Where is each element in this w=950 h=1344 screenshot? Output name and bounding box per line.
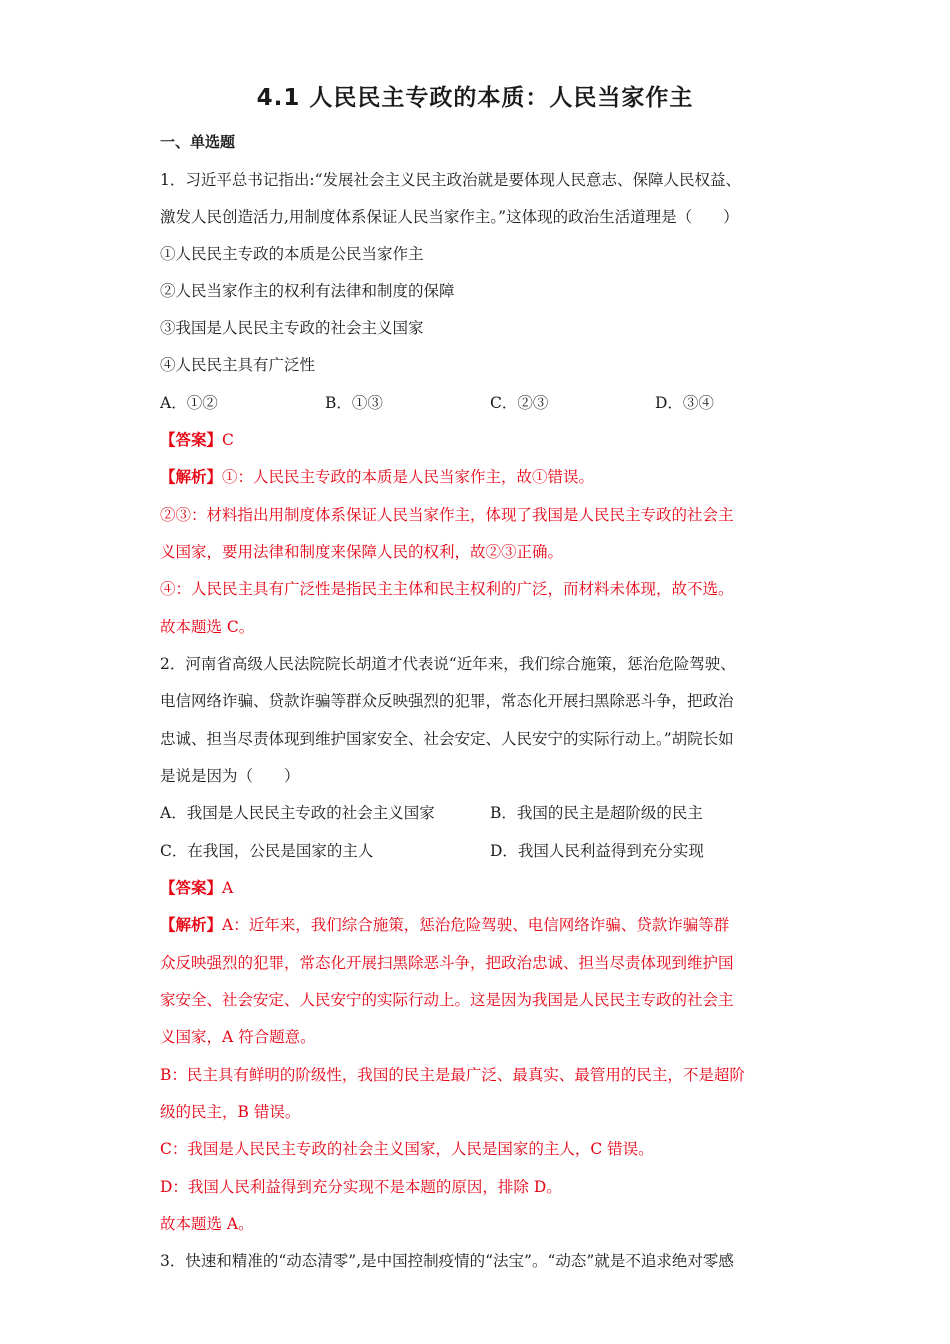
q2-stem-line-3: 忠诚、担当尽责体现到维护国家安全、社会安定、人民安宁的实际行动上。”胡院长如 [160, 730, 734, 748]
q2-stem-line-2: 电信网络诈骗、贷款诈骗等群众反映强烈的犯罪，常态化开展扫黑除恶斗争，把政治 [160, 692, 734, 710]
q1-analysis-line-3: 义国家，要用法律和制度来保障人民的权利，故②③正确。 [160, 543, 564, 561]
q1-item-2: ②人民当家作主的权利有法律和制度的保障 [160, 282, 455, 300]
q1-option-d: D．③④ [655, 394, 714, 412]
q1-analysis-line-1 [160, 465, 800, 489]
q2-analysis-line-8: D：我国人民利益得到充分实现不是本题的原因，排除 D。 [160, 1178, 562, 1196]
q1-answer-tag: 【答案】 [160, 430, 223, 449]
q1-item-4: ④人民民主具有广泛性 [160, 356, 316, 374]
section-heading: 一、单选题 [160, 133, 236, 151]
q2-option-a: A．我国是人民民主专政的社会主义国家 [160, 804, 435, 822]
q1-item-3: ③我国是人民民主专政的社会主义国家 [160, 319, 424, 337]
q1-item-1: ①人民民主专政的本质是公民当家作主 [160, 245, 424, 263]
q1-analysis-tag: 【解析】 [160, 467, 223, 486]
q1-option-c: C．②③ [490, 394, 549, 412]
q2-analysis-line-4: 义国家，A 符合题意。 [160, 1028, 316, 1046]
document-title: 4.1 人民民主专政的本质：人民当家作主 [256, 85, 694, 111]
q2-answer [160, 876, 800, 900]
q1-analysis-line-2: ②③：材料指出用制度体系保证人民当家作主，体现了我国是人民民主专政的社会主 [160, 506, 734, 524]
q2-analysis-line-1 [160, 913, 800, 937]
q2-stem-line-4: 是说是因为（ ） [160, 767, 300, 785]
q1-answer-value: C [222, 431, 234, 449]
q2-answer-value: A [222, 879, 234, 897]
q1-answer [160, 428, 800, 452]
q2-analysis-text-1: A：近年来，我们综合施策，惩治危险驾驶、电信网络诈骗、贷款诈骗等群 [222, 916, 730, 934]
q1-analysis-text-1: ①：人民民主专政的本质是人民当家作主，故①错误。 [222, 468, 595, 486]
q1-stem-line-1: 1．习近平总书记指出:“发展社会主义民主政治就是要体现人民意志、保障人民权益、 [160, 171, 742, 189]
q2-analysis-line-5: B：民主具有鲜明的阶级性，我国的民主是最广泛、最真实、最管用的民主，不是超阶 [160, 1066, 745, 1084]
q1-option-b: B．①③ [325, 394, 383, 412]
q2-analysis-line-2: 众反映强烈的犯罪，常态化开展扫黑除恶斗争，把政治忠诚、担当尽责体现到维护国 [160, 954, 734, 972]
q2-analysis-line-9: 故本题选 A。 [160, 1215, 254, 1233]
q2-analysis-line-7: C：我国是人民民主专政的社会主义国家，人民是国家的主人，C 错误。 [160, 1140, 654, 1158]
q2-option-d: D．我国人民利益得到充分实现 [490, 842, 704, 860]
q2-analysis-line-3: 家安全、社会安定、人民安宁的实际行动上。这是因为我国是人民民主专政的社会主 [160, 991, 734, 1009]
q3-stem-line-1: 3．快速和精准的“动态清零”,是中国控制疫情的“法宝”。“动态”就是不追求绝对零感 [160, 1252, 734, 1270]
q2-analysis-line-6: 级的民主，B 错误。 [160, 1103, 301, 1121]
q2-stem-line-1: 2．河南省高级人民法院院长胡道才代表说“近年来，我们综合施策，惩治危险驾驶、 [160, 655, 736, 673]
q2-analysis-tag: 【解析】 [160, 915, 223, 934]
q1-analysis-line-4: ④：人民民主具有广泛性是指民主主体和民主权利的广泛，而材料未体现，故不选。 [160, 580, 734, 598]
q2-option-b: B．我国的民主是超阶级的民主 [490, 804, 703, 822]
q1-analysis-line-5: 故本题选 C。 [160, 618, 255, 636]
q2-option-c: C．在我国，公民是国家的主人 [160, 842, 374, 860]
q1-option-a: A．①② [160, 394, 218, 412]
q1-stem-line-2: 激发人民创造活力,用制度体系保证人民当家作主。”这体现的政治生活道理是（ ） [160, 208, 739, 226]
q2-answer-tag: 【答案】 [160, 878, 223, 897]
